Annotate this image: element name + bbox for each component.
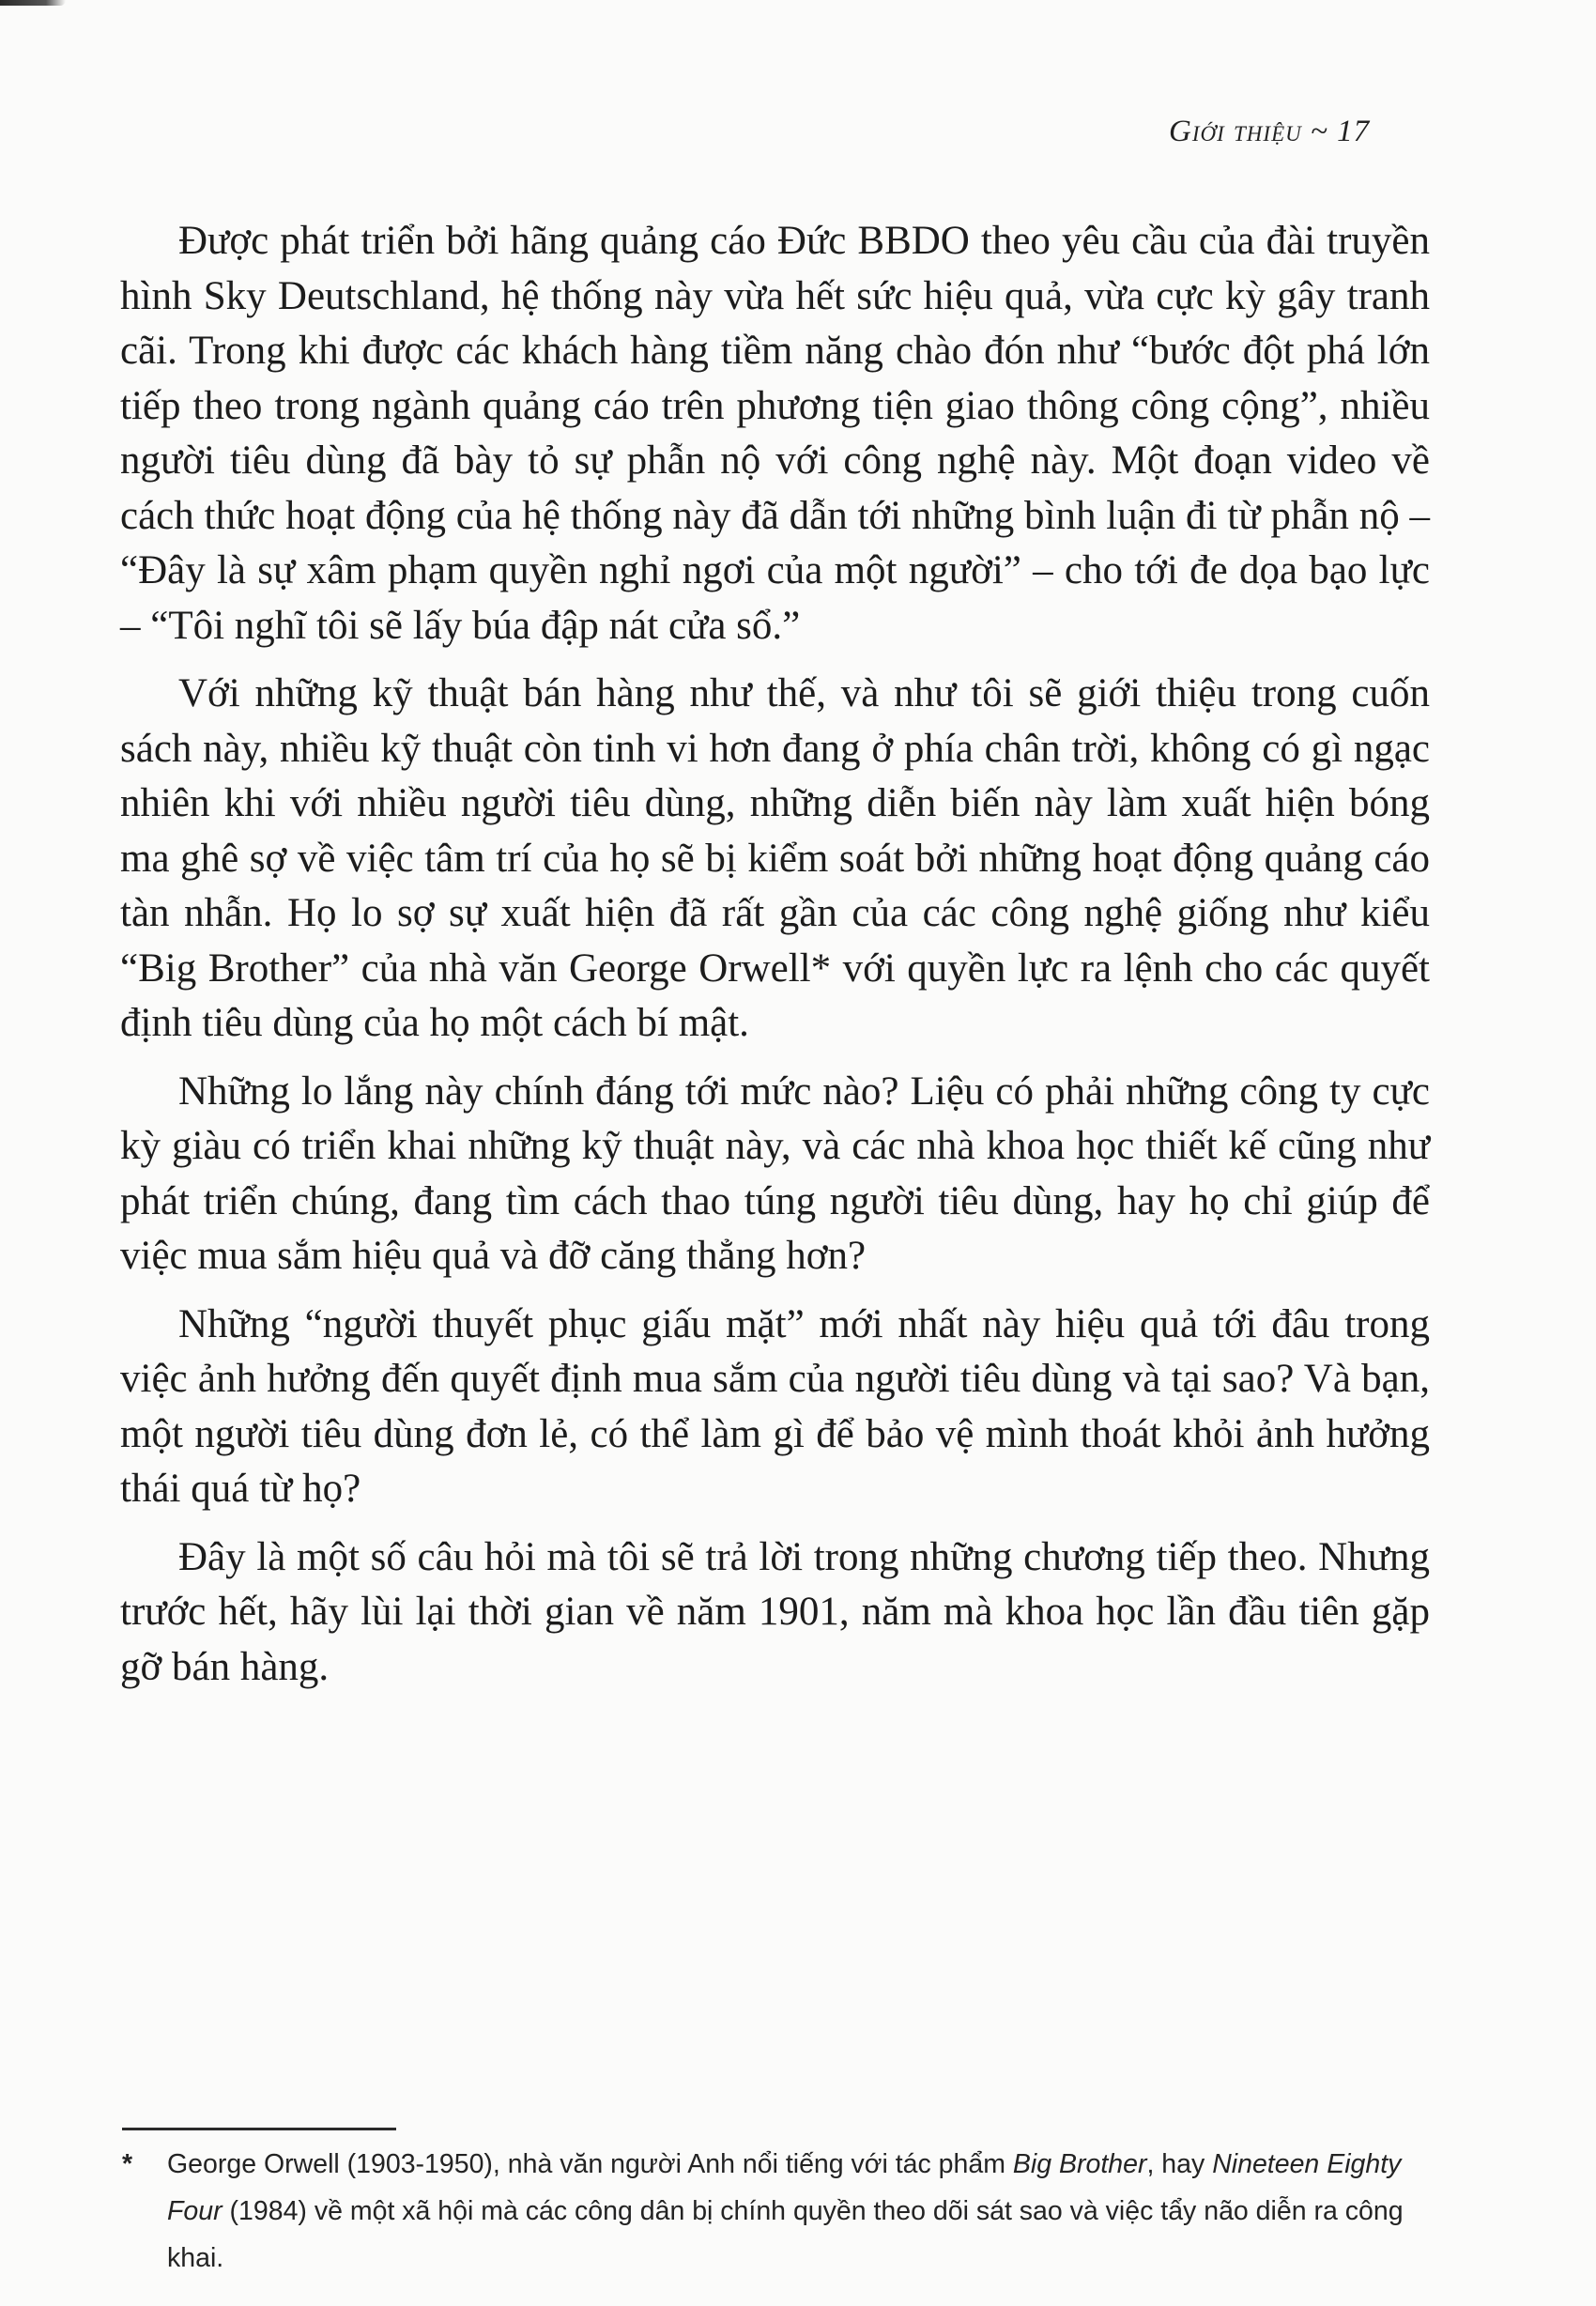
running-head-section: Giới thiệu <box>1169 115 1302 148</box>
paragraph: Những lo lắng này chính đáng tới mức nào? Liệu có phải những công ty cực kỳ giàu có triển khai những kỹ thuật này, và các nhà khoa học thiết kế cũng như phát triển chúng, đang tìm cách thao túng người tiêu dùng, hay họ chỉ giúp để việc mua sắm hiệu quả và đỡ căng thẳng hơn? <box>120 1068 1430 1278</box>
scan-edge-mark <box>0 0 66 6</box>
paragraph: Đây là một số câu hỏi mà tôi sẽ trả lời trong những chương tiếp theo. Nhưng trước hết, hãy lùi lại thời gian về năm 1901, năm mà khoa học lần đầu tiên gặp gỡ bán hàng. <box>120 1534 1430 1689</box>
footnote-marker: * <box>122 2149 133 2179</box>
paragraph: Những “người thuyết phục giấu mặt” mới nhất này hiệu quả tới đâu trong việc ảnh hưởng đến quyết định mua sắm của người tiêu dùng và tại sao? Và bạn, một người tiêu dùng đơn lẻ, có thể làm gì để bảo vệ mình thoát khỏi ảnh hưởng thái quá từ họ? <box>120 1301 1430 1511</box>
paragraph: Với những kỹ thuật bán hàng như thế, và như tôi sẽ giới thiệu trong cuốn sách này, nhiều kỹ thuật còn tinh vi hơn đang ở phía chân trời, không có gì ngạc nhiên khi với nhiều người tiêu dùng, những diễn biến này làm xuất hiện bóng ma ghê sợ về việc tâm trí của họ sẽ bị kiểm soát bởi những hoạt động quảng cáo tàn nhẫn. Họ lo sợ sự xuất hiện đã rất gần của các công nghệ giống như kiểu “Big Brother” của nhà văn George Orwell* với quyền lực ra lệnh cho các quyết định tiêu dùng của họ một cách bí mật. <box>120 671 1430 1045</box>
footnote-text <box>167 2141 1436 2282</box>
body-text <box>120 214 1430 1708</box>
page-number: 17 <box>1337 115 1371 148</box>
footnote-divider <box>122 2128 396 2130</box>
footnote <box>122 2141 1436 2282</box>
paragraph: Được phát triển bởi hãng quảng cáo Đức BBDO theo yêu cầu của đài truyền hình Sky Deutschland, hệ thống này vừa hết sức hiệu quả, vừa cực kỳ gây tranh cãi. Trong khi được các khách hàng tiềm năng chào đón như “bước đột phá lớn tiếp theo trong ngành quảng cáo trên phương tiện giao thông công cộng”, nhiều người tiêu dùng đã bày tỏ sự phẫn nộ với công nghệ này. Một đoạn video về cách thức hoạt động của hệ thống này đã dẫn tới những bình luận đi từ phẫn nộ – “Đây là sự xâm phạm quyền nghỉ ngơi của một người” – cho tới đe dọa bạo lực – “Tôi nghĩ tôi sẽ lấy búa đập nát cửa sổ.” <box>120 219 1430 648</box>
footnote-text-part: , hay <box>1146 2149 1213 2179</box>
footnote-italic-title: Big Brother <box>1012 2149 1147 2179</box>
footnote-text-part: (1984) về một xã hội mà các công dân bị chính quyền theo dõi sát sao và việc tẩy não diễn ra công khai. <box>167 2196 1404 2273</box>
footnote-text-part: George Orwell (1903-1950), nhà văn người Anh nổi tiếng với tác phẩm <box>167 2149 1013 2179</box>
footnote-italic-title: Nineteen Eighty Four <box>167 2149 1402 2226</box>
running-head <box>1169 115 1427 149</box>
running-head-separator: ~ <box>1310 115 1328 148</box>
